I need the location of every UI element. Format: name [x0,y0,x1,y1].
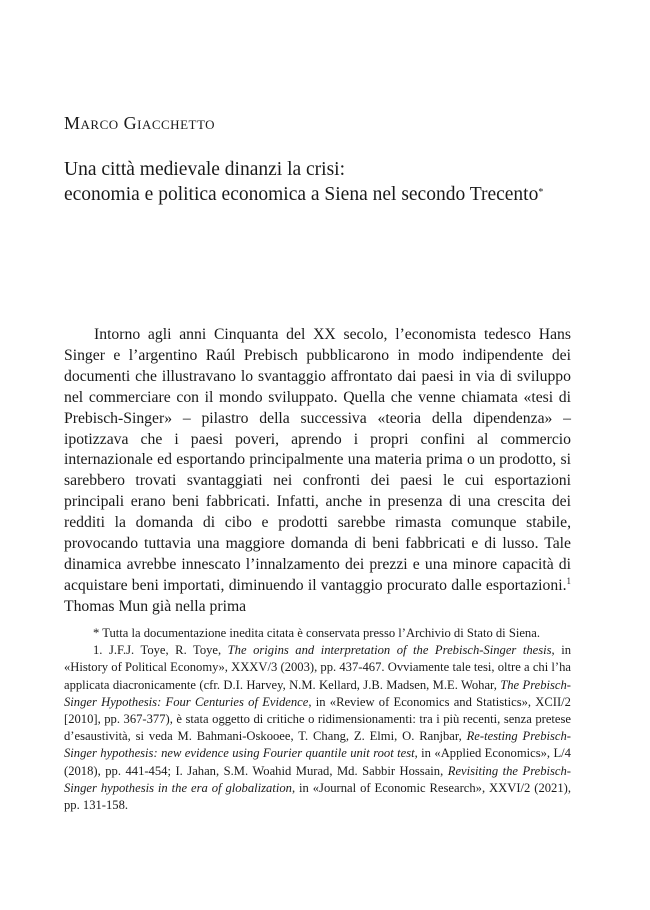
body-text: Intorno agli anni Cinquanta del XX secolo, l’economista tedesco Hans Singer e l’argentino Raúl Prebisch pubblicarono in modo indipendente dei documenti che illustravano lo svantaggio affrontato dai paesi in via di sviluppo nel commerciare con il mondo sviluppato. Quella che venne chiamata «tesi di Prebisch-Singer» – pilastro della successiva «teoria della dipendenza» – ipotizzava che i paesi poveri, aprendo i propri confini al commercio internazionale ed esportando principalmente una materia prima o un prodotto, si sarebbero trovati svantaggiati nei confronti dei paesi le cui esportazioni principali erano beni fabbricati. Infatti, anche in presenza di una crescita dei redditi la domanda di cibo e prodotti sarebbe rimasta comunque stabile, provocando tuttavia una maggiore domanda di beni fabbricati e di lusso. Tale dinamica avrebbe innescato l’innalzamento dei prezzi e una minore capacità di acquistare beni importati, diminuendo il vantaggio procurato dalle esportazioni. [64,326,571,594]
title-line-2: economia e politica economica a Siena nel secondo Trecento [64,184,539,205]
article-title [64,157,604,207]
footnote-1-part-c: , in «Review of Economics and Statistics», XCII/2 [2010], pp. 367-377), è stata oggetto di critiche o ridimensionamenti: tra i più recenti, senza pretese d’esaustività, si veda M. Bahmani-Oskooee, T. Chang, Z. Elmi, O. Ranjbar, [64,694,571,744]
footnote-ref-1[interactable]: 1 [566,575,571,586]
footnote-1-title-c: Re-testing Prebisch-Singer hypothesis: new evidence using Fourier quantile unit root test [64,729,572,761]
footnote-1-part-d: , in «Applied Economics», L/4 (2018), pp. 441-454; I. Jahan, S.M. Woahid Murad, Md. Sabbir Hossain, [64,746,571,778]
footnotes [64,625,571,814]
footnote-1-title-d: Revisiting the Prebisch-Singer hypothesis in the era of globalization [64,763,571,795]
body-paragraph [64,325,571,618]
author-name: Marco Giacchetto [64,113,216,133]
footnote-1-title-b: The Prebisch-Singer Hypothesis: Four Centuries of Evidence [64,677,571,709]
footnote-1-part-e: , in «Journal of Economic Research», XXVI/2 (2021), pp. 131-158. [64,780,571,813]
body-text-continued: Thomas Mun già nella prima [64,597,247,615]
title-footnote-marker[interactable]: * [538,187,544,198]
footnote-star: * Tutta la documentazione inedita citata è conservata presso l’Archivio di Stato di Siena. [93,626,540,640]
footnote-1-title-a: The origins and interpretation of the Prebisch-Singer thesis [227,643,552,658]
footnote-1-part-a: 1. J.F.J. Toye, R. Toye, [93,643,228,658]
footnote-1-part-b: , in «History of Political Economy», XXXV/3 (2003), pp. 437-467. Ovviamente tale tesi, oltre a chi l’ha applicata diacronicamente (cfr. D.I. Harvey, N.M. Kellard, J.B. Madsen, M.E. Wohar, [64,643,571,692]
title-line-1: Una città medievale dinanzi la crisi: [64,159,346,180]
footnote-1 [64,642,571,814]
